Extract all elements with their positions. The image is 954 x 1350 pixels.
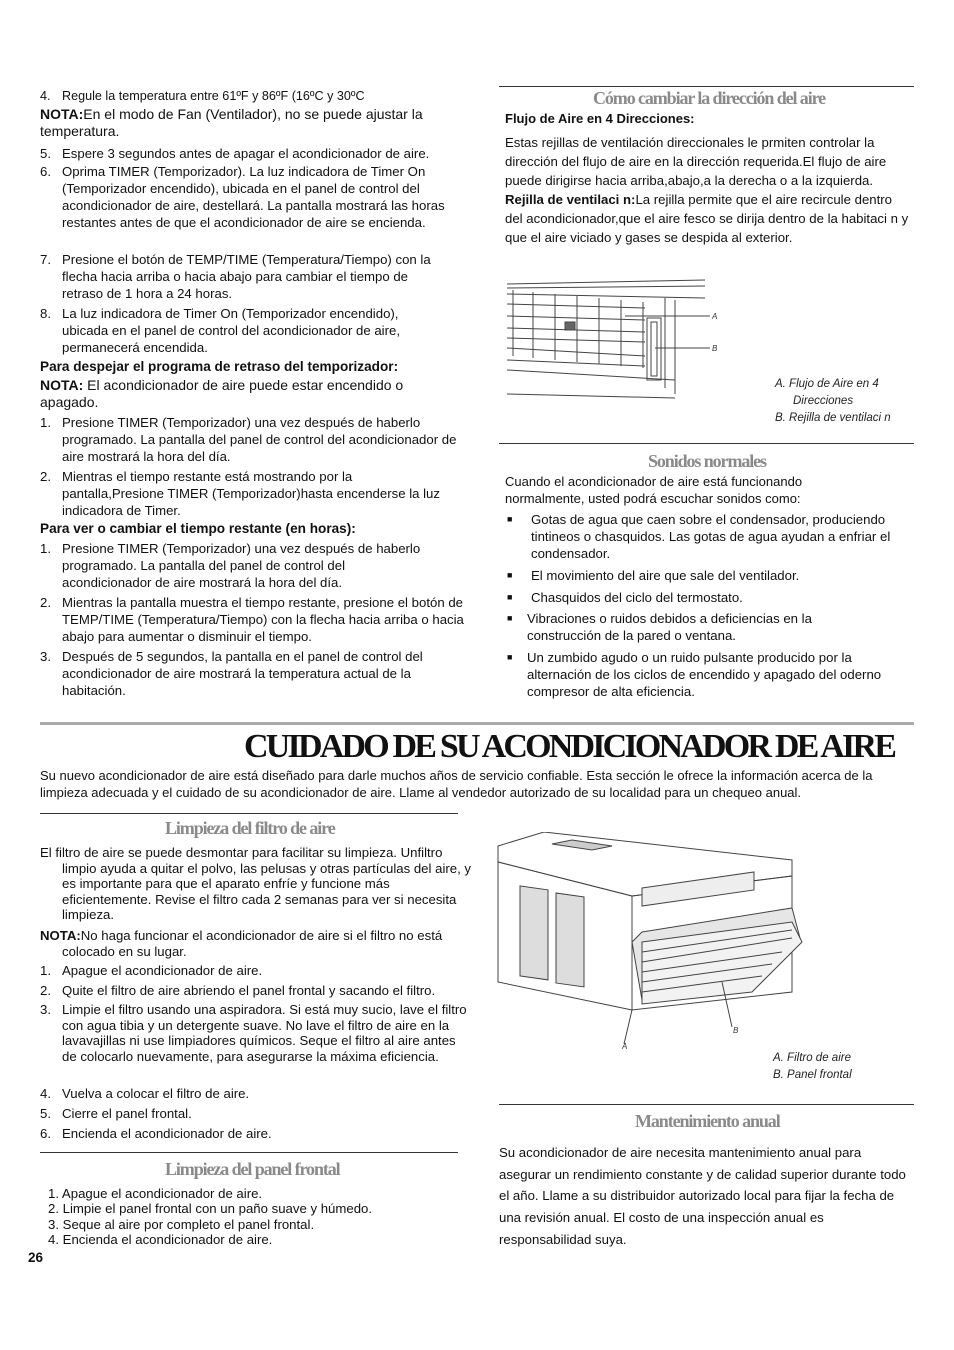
rejilla-label: Rejilla de ventilaci n:: [505, 192, 636, 207]
filter-title: Limpieza del filtro de aire: [165, 818, 335, 838]
sounds-title: Sonidos normales: [648, 451, 766, 471]
front-steps: [48, 1186, 468, 1247]
front-step: 4. Encienda el acondicionador de aire.: [48, 1231, 273, 1247]
step-number: 2.: [40, 983, 51, 998]
nota-text: No haga funcionar el acondicionador de aire si el filtro no está colocado en su lugar.: [62, 928, 443, 959]
care-title: CUIDADO DE SU ACONDICIONADOR DE AIRE: [244, 728, 895, 765]
bullet-icon: ■: [507, 613, 513, 623]
step-number: 6.: [40, 164, 51, 179]
step-text: Encienda el acondicionador de aire.: [62, 1126, 272, 1141]
louver-illustration: [505, 276, 730, 408]
divider: [499, 86, 914, 87]
bullet-icon: ■: [507, 514, 513, 524]
nota-label: NOTA:: [40, 106, 84, 122]
step-text: Espere 3 segundos antes de apagar el acondicionador de aire.: [62, 146, 430, 161]
care-intro: Su nuevo acondicionador de aire está diseñado para darle muchos años de servicio confiable. Esta sección le ofrece la información acerca de la limpieza adecuada y el cuidado de su acondicionador de aire. Llame al vendedor autorizado de su localidad para un chequeo anual.: [40, 768, 873, 800]
bullet-icon: ■: [507, 652, 513, 662]
clear-timer-heading: Para despejar el programa de retraso del temporizador:: [40, 359, 399, 374]
divider: [40, 813, 458, 814]
step-number: 8.: [40, 306, 51, 321]
page-number: 26: [28, 1250, 44, 1265]
filter-intro-text: El filtro de aire se puede desmontar para facilitar su limpieza. Unfiltro limpio ayuda a quitar el polvo, las pelusas y otras partículas del aire, y es importante para que el aparato enfríe y funcione más eficientemente. Revise el filtro cada 2 semanas para ver si necesita limpieza.: [40, 845, 472, 922]
caption-front-panel: B. Panel frontal: [773, 1069, 852, 1081]
annual-title: Mantenimiento anual: [635, 1111, 780, 1131]
step-number: 5.: [40, 1106, 51, 1121]
nota-label: NOTA:: [40, 928, 81, 943]
filter-nota: [40, 928, 472, 959]
nota-fan: [40, 106, 465, 140]
sound-text: Gotas de agua que caen sobre el condensador, produciendo tintineos o chasquidos. Las gotas de agua ayudan a enfriar el condensador.: [531, 512, 891, 561]
step-number: 1.: [40, 541, 51, 556]
figure-label-b: B: [733, 1026, 739, 1035]
front-step: 1. Apague el acondicionador de aire.: [48, 1186, 263, 1201]
figure-label-a: A: [712, 312, 718, 321]
bullet-icon: ■: [507, 592, 513, 602]
step-text: Apague el acondicionador de aire.: [62, 963, 263, 978]
step-text: Presione TIMER (Temporizador) una vez después de haberlo programado. La pantalla del panel de control del acondicionador de aire mostrará la hora del día.: [62, 541, 421, 590]
sound-text: Un zumbido agudo o un ruido pulsante producido por la alternación de los ciclos de encendido y apagado del oderno compresor de alta eficiencia.: [527, 650, 882, 699]
step-text: Oprima TIMER (Temporizador). La luz indicadora de Timer On (Temporizador encendido), ubicada en el panel de control del acondicionador de aire, destellará. La pantalla mostrará las horas restantes antes de que el acondicionador de aire se encienda.: [62, 164, 445, 230]
step-number: 2.: [40, 469, 51, 484]
nota-power: [40, 377, 460, 411]
step-number: 3.: [40, 1002, 51, 1017]
step-text: Después de 5 segundos, la pantalla en el panel de control del acondicionador de aire mostrará la temperatura actual de la habitación.: [62, 649, 423, 698]
direction-paragraph: [505, 133, 910, 247]
sounds-intro: Cuando el acondicionador de aire está funcionando normalmente, usted podrá escuchar sonidos como:: [505, 474, 803, 506]
caption-vent: B. Rejilla de ventilaci n: [775, 412, 891, 424]
step-number: 4.: [40, 1086, 51, 1101]
step-text: Quite el filtro de aire abriendo el panel frontal y sacando el filtro.: [62, 983, 436, 998]
ac-unit-illustration: [492, 832, 812, 1052]
divider: [499, 443, 914, 444]
sound-text: El movimiento del aire que sale del ventilador.: [531, 568, 800, 583]
rejilla-text: La rejilla permite que el aire recircule dentro del acondicionador,que el aire fesco se dirija dentro de la habitaci n y que el aire viciado y gases se despida al exterior.: [505, 192, 909, 245]
caption-airflow-2: Direcciones: [793, 395, 854, 407]
step-text: La luz indicadora de Timer On (Temporizador encendido), ubicada en el panel de control del acondicionador de aire, permanecerá encendida.: [62, 306, 400, 355]
divider: [40, 1152, 458, 1153]
nota-label: NOTA:: [40, 377, 84, 393]
step-text: Presione TIMER (Temporizador) una vez después de haberlo programado. La pantalla del panel de control del acondicionador de aire mostrará la hora del día.: [62, 415, 457, 464]
step-number: 4.: [40, 89, 51, 103]
view-time-heading: Para ver o cambiar el tiempo restante (en horas):: [40, 521, 356, 536]
step-text: Presione el botón de TEMP/TIME (Temperatura/Tiempo) con la flecha hacia arriba o hacia abajo para cambiar el tiempo de retraso de 1 hora a 24 horas.: [62, 252, 431, 301]
step-text: Vuelva a colocar el filtro de aire.: [62, 1086, 250, 1101]
front-step: 3. Seque al aire por completo el panel frontal.: [48, 1216, 315, 1232]
step-number: 3.: [40, 649, 51, 664]
direction-title: Cómo cambiar la dirección del aire: [593, 88, 826, 108]
front-panel-title: Limpieza del panel frontal: [165, 1159, 340, 1179]
step-text: Cierre el panel frontal.: [62, 1106, 192, 1121]
caption-airflow: A. Flujo de Aire en 4: [775, 378, 879, 390]
step-number: 5.: [40, 146, 51, 161]
step-number: 1.: [40, 415, 51, 430]
bullet-icon: ■: [507, 570, 513, 580]
figure-label-a: A: [622, 1042, 628, 1051]
step-number: 1.: [40, 963, 51, 978]
caption-filter: A. Filtro de aire: [773, 1052, 851, 1064]
nota-text: El acondicionador de aire puede estar encendido o apagado.: [40, 377, 404, 410]
step-number: 2.: [40, 595, 51, 610]
step-text: Regule la temperatura entre 61ºF y 86ºF (16ºC y 30ºC: [62, 89, 365, 103]
filter-intro: [40, 845, 472, 923]
direction-subtitle: Flujo de Aire en 4 Direcciones:: [505, 111, 695, 126]
step-text: Limpie el filtro usando una aspiradora. Si está muy sucio, lave el filtro con agua tibia y un detergente suave. No lave el filtro de aire en la lavavajillas ni use limpiadores químicos. Seque el filtro al aire antes de colocarlo nuevamente, para asegurarse la máxima eficiencia.: [62, 1002, 467, 1064]
section-band: [40, 722, 914, 725]
nota-text: En el modo de Fan (Ventilador), no se puede ajustar la temperatura.: [40, 106, 423, 139]
front-step: 2. Limpie el panel frontal con un paño suave y húmedo.: [48, 1201, 373, 1217]
step-number: 6.: [40, 1126, 51, 1141]
step-text: Mientras la pantalla muestra el tiempo restante, presione el botón de TEMP/TIME (Temperatura/Tiempo) con la flecha hacia arriba o hacia abajo para aumentar o disminuir el tiempo.: [62, 595, 464, 644]
step-text: Mientras el tiempo restante está mostrando por la pantalla,Presione TIMER (Temporizador)hasta encenderse la luz indicadora de Timer.: [62, 469, 440, 518]
sound-text: Chasquidos del ciclo del termostato.: [531, 590, 743, 605]
divider: [499, 1104, 914, 1105]
sound-text: Vibraciones o ruidos debidos a deficiencias en la construcción de la pared o ventana.: [527, 611, 812, 643]
annual-text: Su acondicionador de aire necesita mantenimiento anual para asegurar un rendimiento constante y de calidad superior durante todo el año. Llame a su distribuidor autorizado local para fijar la fecha de una revisión anual. El costo de una inspección anual es responsabilidad suya.: [499, 1145, 906, 1247]
step-number: 7.: [40, 252, 51, 267]
direction-text: Estas rejillas de ventilación direccionales le prmiten controlar la dirección del flujo de aire en la dirección requerida.El flujo de aire puede dirigirse hacia arriba,abajo,a la derecha o a la izquierda.: [505, 135, 887, 188]
figure-label-b: B: [712, 344, 718, 353]
